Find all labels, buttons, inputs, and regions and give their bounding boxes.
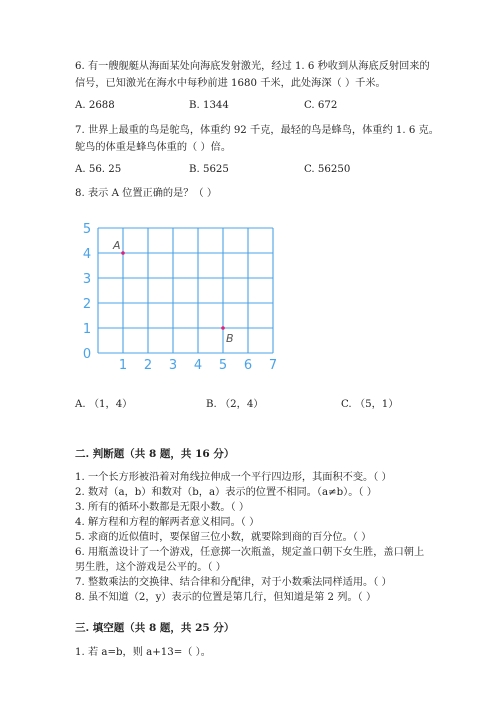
q8-option-c: C. （5，1） xyxy=(341,399,399,410)
q7-line1: 7. 世界上最重的鸟是鸵鸟，体重约 92 千克，最轻的鸟是蜂鸟，体重约 1. 6 克。 xyxy=(75,125,439,136)
x-tick-label: 4 xyxy=(193,358,203,373)
q6-line1: 6. 有一艘舰艇从海面某处向海底发射激光，经过 1. 6 秒收到从海底反射回来的 xyxy=(75,61,430,72)
y-tick-label: 0 xyxy=(82,347,92,362)
point-b xyxy=(221,326,225,330)
section2-item-1: 1. 一个长方形被沿着对角线拉伸成一个平行四边形，其面积不变。（ ） xyxy=(75,472,392,483)
x-tick-label: 5 xyxy=(218,358,228,373)
q7-option-c: C. 56250 xyxy=(304,164,351,175)
x-tick-label: 1 xyxy=(118,358,128,373)
y-tick-label: 5 xyxy=(82,222,92,237)
q6-line2: 信号，已知激光在海水中每秒前进 1680 千米，此处海深（ ）千米。 xyxy=(75,78,386,89)
section2-item-2: 2. 数对（a，b）和数对（b，a）表示的位置不相同。（a≠b）。（ ） xyxy=(75,487,377,498)
q8-option-a: A. （1，4） xyxy=(75,399,133,410)
x-tick-label: 7 xyxy=(268,358,278,373)
y-tick-label: 4 xyxy=(82,247,92,262)
coordinate-grid xyxy=(75,215,290,375)
q8-line1: 8. 表示 A 位置正确的是？（ ） xyxy=(75,188,218,199)
x-tick-label: 3 xyxy=(168,358,178,373)
q6-option-a: A. 2688 xyxy=(75,100,115,111)
point-label-a: A xyxy=(113,239,121,252)
q6-option-b: B. 1344 xyxy=(189,100,229,111)
point-label-b: B xyxy=(226,332,234,345)
section2-item-8: 8. 虽不知道（2，y）表示的位置是第几行，但知道是第 2 列。（ ） xyxy=(75,592,377,603)
q8-option-b: B. （2，4） xyxy=(206,399,264,410)
y-tick-label: 3 xyxy=(82,272,92,287)
y-tick-label: 2 xyxy=(82,297,92,312)
x-tick-label: 6 xyxy=(243,358,253,373)
section2-item-6-cont: 男生胜，这个游戏是公平的。（ ） xyxy=(75,562,226,573)
section2-title: 二. 判断题（共 8 题，共 16 分） xyxy=(75,448,235,460)
section2-item-4: 4. 解方程和方程的解两者意义相同。（ ） xyxy=(75,517,260,528)
q7-line2: 鸵鸟的体重是蜂鸟体重的（ ）倍。 xyxy=(75,142,232,153)
y-tick-label: 1 xyxy=(82,322,92,337)
x-tick-label: 2 xyxy=(143,358,153,373)
section3-title: 三. 填空题（共 8 题，共 25 分） xyxy=(75,622,235,634)
section3-item-1: 1. 若 a=b，则 a+13=（ ）。 xyxy=(75,647,211,658)
q7-option-b: B. 5625 xyxy=(189,164,229,175)
section2-item-5: 5. 求商的近似值时，要保留三位小数，就要除到商的百分位。（ ） xyxy=(75,532,372,543)
section2-item-7: 7. 整数乘法的交换律、结合律和分配律，对于小数乘法同样适用。（ ） xyxy=(75,577,392,588)
q7-option-a: A. 56. 25 xyxy=(75,164,122,175)
q6-option-c: C. 672 xyxy=(304,100,338,111)
section2-item-3: 3. 所有的循环小数都是无限小数。（ ） xyxy=(75,502,250,513)
section2-item-6: 6. 用瓶盖设计了一个游戏，任意掷一次瓶盖，规定盖口朝下女生胜，盖口朝上 xyxy=(75,547,425,558)
point-a xyxy=(121,251,125,255)
